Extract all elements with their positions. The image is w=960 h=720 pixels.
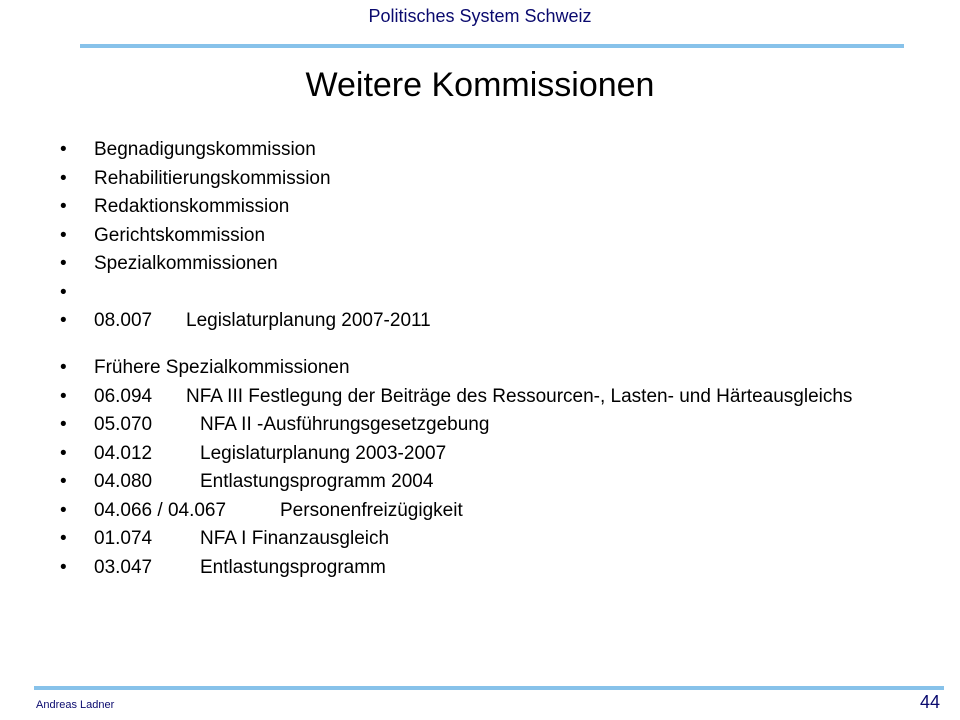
bullet-icon: •	[60, 139, 67, 160]
list-item	[60, 254, 920, 274]
item-text: Spezialkommissionen	[94, 253, 278, 274]
bullet-icon: •	[60, 414, 67, 435]
item-code: 04.080	[94, 471, 153, 492]
footer-author: Andreas Ladner	[36, 699, 115, 711]
item-text: Legislaturplanung 2007-2011	[186, 310, 431, 331]
bullet-icon: •	[60, 167, 67, 189]
bullet-icon: •	[60, 442, 67, 464]
item-text: Legislaturplanung 2003-2007	[200, 442, 447, 464]
item-text: Frühere Spezialkommissionen	[94, 357, 350, 378]
item-text: NFA III Festlegung der Beiträge des Ressourcen-, Lasten- und Härteausgleichs	[186, 385, 853, 407]
list-item	[60, 140, 920, 160]
list-item	[60, 387, 920, 407]
bullet-icon: •	[60, 471, 67, 492]
item-code: 04.066 / 04.067	[94, 499, 227, 521]
list-item	[60, 169, 920, 189]
header-divider	[80, 44, 904, 48]
item-code: 06.094	[94, 385, 153, 407]
item-text: Entlastungsprogramm 2004	[200, 471, 434, 492]
item-text: Redaktionskommission	[94, 196, 290, 217]
item-code: 01.074	[94, 528, 153, 549]
item-code: 08.007	[94, 310, 153, 331]
list-item	[60, 529, 920, 549]
item-code: 03.047	[94, 556, 153, 578]
list-item	[60, 501, 920, 521]
item-text: NFA II -Ausführungsgesetzgebung	[200, 414, 490, 435]
bullet-icon: •	[60, 281, 67, 303]
bullet-icon: •	[60, 357, 67, 378]
list-item	[60, 197, 920, 217]
list-item	[60, 444, 920, 464]
bullet-icon: •	[60, 196, 67, 217]
header-title: Politisches System Schweiz	[368, 6, 592, 26]
list-item	[60, 472, 920, 492]
list-item	[60, 558, 920, 578]
item-text: Gerichtskommission	[94, 224, 266, 246]
item-text: Personenfreizügigkeit	[280, 499, 463, 521]
bullet-icon: •	[60, 310, 67, 331]
list-item	[60, 415, 920, 435]
bullet-icon: •	[60, 224, 67, 246]
bullet-icon: •	[60, 385, 67, 407]
item-text: Begnadigungskommission	[94, 139, 316, 160]
bullet-icon: •	[60, 528, 67, 549]
item-text: NFA I Finanzausgleich	[200, 528, 390, 549]
page-number: 44	[919, 692, 940, 712]
item-code: 04.012	[94, 442, 153, 464]
bullet-icon: •	[60, 499, 67, 521]
bullet-icon: •	[60, 556, 67, 578]
item-text: Rehabilitierungskommission	[94, 167, 331, 189]
item-text: Entlastungsprogramm	[200, 556, 386, 578]
list-item	[60, 311, 920, 331]
list-item	[60, 358, 920, 378]
bullet-icon: •	[60, 253, 67, 274]
bullet-list	[60, 140, 920, 586]
list-item-empty	[60, 283, 920, 303]
footer-divider	[34, 686, 944, 690]
item-code: 05.070	[94, 414, 153, 435]
page-title: Weitere Kommissionen	[305, 66, 655, 104]
list-item	[60, 226, 920, 246]
